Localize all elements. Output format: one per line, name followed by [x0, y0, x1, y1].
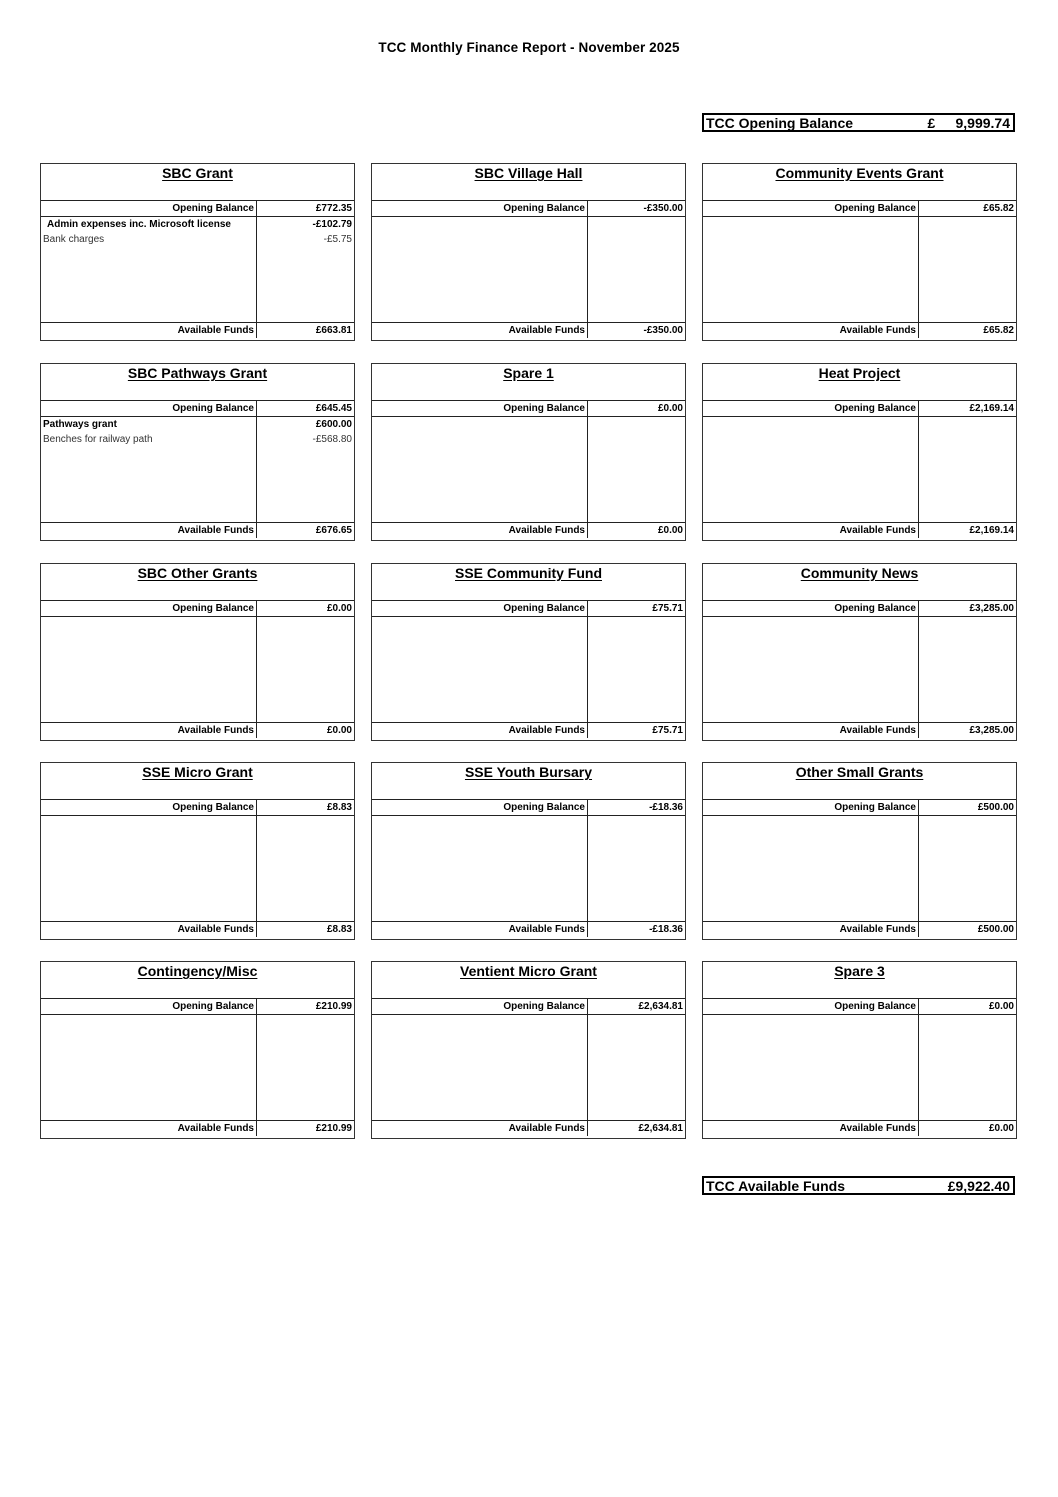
opening-balance-label: Opening Balance [372, 401, 588, 416]
fund-panel-header [41, 164, 354, 201]
available-funds-label: Available Funds [703, 1121, 919, 1136]
available-funds-row [703, 323, 1016, 338]
transactions-area [703, 417, 1016, 523]
available-funds-value: £210.99 [315, 1123, 352, 1134]
available-funds-label: Available Funds [372, 1121, 588, 1136]
opening-balance-label: Opening Balance [41, 800, 257, 815]
opening-balance-row [41, 201, 354, 217]
opening-balance-value: £65.82 [983, 203, 1014, 214]
fund-panel-header [372, 564, 685, 601]
fund-panel-header [41, 364, 354, 401]
transactions-area [703, 617, 1016, 723]
available-funds-row [372, 523, 685, 538]
opening-balance-row [703, 201, 1016, 217]
transaction-description: Admin expenses inc. Microsoft license [47, 219, 231, 230]
opening-balance-row [372, 201, 685, 217]
opening-balance-value: £2,169.14 [969, 403, 1014, 414]
transaction-amounts [919, 816, 1016, 921]
opening-balance-value: -£350.00 [643, 203, 683, 214]
transaction-descriptions [703, 217, 919, 322]
opening-balance-value: £8.83 [326, 802, 352, 813]
transaction-amounts [257, 617, 354, 722]
transaction-amounts [257, 217, 354, 322]
available-funds-label: Available Funds [372, 523, 588, 538]
fund-panel [40, 961, 355, 1139]
opening-balance-value: £500.00 [977, 802, 1014, 813]
transaction-descriptions [703, 1015, 919, 1120]
transaction-descriptions [41, 617, 257, 722]
fund-panel-header [372, 164, 685, 201]
fund-panel [702, 762, 1017, 940]
fund-panel [371, 163, 686, 341]
available-funds-value: £2,634.81 [638, 1123, 683, 1134]
fund-panel-header [41, 962, 354, 999]
available-funds-row [372, 323, 685, 338]
transactions-area [703, 1015, 1016, 1121]
opening-balance-label: Opening Balance [41, 999, 257, 1014]
tcc-available-funds-value: £9,922.40 [947, 1177, 1010, 1194]
available-funds-row [41, 523, 354, 538]
transactions-area [372, 617, 685, 723]
transaction-descriptions [703, 417, 919, 522]
tcc-opening-balance-value: 9,999.74 [955, 114, 1010, 131]
opening-balance-row [372, 601, 685, 617]
transaction-descriptions [703, 816, 919, 921]
available-funds-label: Available Funds [372, 723, 588, 738]
transactions-area [703, 816, 1016, 922]
opening-balance-row [372, 999, 685, 1015]
fund-name: Community Events Grant [775, 165, 944, 181]
transactions-area [372, 1015, 685, 1121]
transactions-area [41, 217, 354, 323]
available-funds-label: Available Funds [41, 323, 257, 338]
opening-balance-row [703, 601, 1016, 617]
fund-name: SBC Grant [162, 165, 233, 181]
available-funds-label: Available Funds [703, 323, 919, 338]
available-funds-label: Available Funds [41, 523, 257, 538]
fund-name: SSE Community Fund [455, 565, 602, 581]
transactions-area [41, 617, 354, 723]
opening-balance-value: £2,634.81 [638, 1001, 683, 1012]
transaction-amounts [919, 617, 1016, 722]
opening-balance-row [703, 999, 1016, 1015]
fund-panel [40, 563, 355, 741]
tcc-available-funds-label: TCC Available Funds [706, 1177, 845, 1194]
fund-name: SBC Other Grants [137, 565, 258, 581]
opening-balance-value: £75.71 [652, 603, 683, 614]
fund-panel-header [41, 564, 354, 601]
opening-balance-row [41, 999, 354, 1015]
opening-balance-value: £0.00 [326, 603, 352, 614]
opening-balance-row [41, 401, 354, 417]
transaction-amounts [257, 816, 354, 921]
fund-name: SBC Pathways Grant [127, 365, 268, 381]
available-funds-row [372, 723, 685, 738]
available-funds-row [41, 323, 354, 338]
transaction-amounts [257, 417, 354, 522]
fund-name: Spare 1 [503, 365, 554, 381]
fund-panel-header [703, 164, 1016, 201]
tcc-opening-balance-label: TCC Opening Balance [706, 114, 854, 131]
available-funds-value: -£18.36 [649, 924, 683, 935]
fund-name: SBC Village Hall [474, 165, 583, 181]
transaction-descriptions [372, 816, 588, 921]
transaction-description: Benches for railway path [43, 434, 153, 445]
available-funds-row [703, 1121, 1016, 1136]
available-funds-value: £65.82 [983, 325, 1014, 336]
transaction-amounts [919, 417, 1016, 522]
fund-panel-header [703, 962, 1016, 999]
opening-balance-label: Opening Balance [41, 601, 257, 616]
transaction-amounts [588, 816, 685, 921]
opening-balance-label: Opening Balance [703, 601, 919, 616]
available-funds-row [703, 523, 1016, 538]
transaction-description: Bank charges [43, 234, 105, 245]
fund-name: Ventient Micro Grant [460, 963, 597, 979]
fund-panel-header [372, 364, 685, 401]
transaction-amount: £600.00 [315, 419, 352, 430]
transactions-area [41, 816, 354, 922]
available-funds-row [41, 723, 354, 738]
transaction-descriptions [41, 1015, 257, 1120]
available-funds-row [41, 922, 354, 937]
transactions-area [41, 417, 354, 523]
transaction-amount: -£102.79 [312, 219, 352, 230]
opening-balance-label: Opening Balance [372, 800, 588, 815]
available-funds-row [703, 723, 1016, 738]
available-funds-value: £663.81 [315, 325, 352, 336]
transactions-area [703, 217, 1016, 323]
available-funds-label: Available Funds [41, 1121, 257, 1136]
available-funds-value: £0.00 [988, 1123, 1014, 1134]
available-funds-value: £0.00 [326, 725, 352, 736]
available-funds-value: £500.00 [977, 924, 1014, 935]
available-funds-value: £8.83 [326, 924, 352, 935]
transaction-descriptions [372, 417, 588, 522]
available-funds-value: £3,285.00 [969, 725, 1014, 736]
opening-balance-row [372, 800, 685, 816]
opening-balance-value: £645.45 [315, 403, 352, 414]
transaction-amounts [919, 217, 1016, 322]
opening-balance-label: Opening Balance [703, 800, 919, 815]
opening-balance-row [41, 601, 354, 617]
fund-panel [371, 762, 686, 940]
fund-panel-header [372, 962, 685, 999]
tcc-opening-balance [702, 113, 1015, 132]
transactions-area [41, 1015, 354, 1121]
opening-balance-value: £772.35 [315, 203, 352, 214]
transactions-area [372, 417, 685, 523]
opening-balance-value: £210.99 [315, 1001, 352, 1012]
opening-balance-value: -£18.36 [649, 802, 683, 813]
fund-name: SSE Micro Grant [142, 764, 253, 780]
fund-panel [371, 563, 686, 741]
fund-name: Contingency/Misc [137, 963, 258, 979]
opening-balance-row [703, 800, 1016, 816]
opening-balance-row [703, 401, 1016, 417]
available-funds-value: £676.65 [315, 525, 352, 536]
available-funds-row [372, 922, 685, 937]
fund-panel [40, 163, 355, 341]
opening-balance-label: Opening Balance [703, 201, 919, 216]
opening-balance-label: Opening Balance [41, 201, 257, 216]
transaction-descriptions [372, 217, 588, 322]
transaction-amounts [588, 617, 685, 722]
opening-balance-label: Opening Balance [703, 401, 919, 416]
fund-panel-header [41, 763, 354, 800]
transactions-area [372, 217, 685, 323]
available-funds-label: Available Funds [703, 922, 919, 937]
available-funds-label: Available Funds [372, 323, 588, 338]
opening-balance-value: £0.00 [657, 403, 683, 414]
fund-panel [702, 563, 1017, 741]
opening-balance-label: Opening Balance [703, 999, 919, 1014]
tcc-available-funds [702, 1176, 1015, 1195]
transaction-amounts [588, 217, 685, 322]
opening-balance-label: Opening Balance [372, 999, 588, 1014]
transaction-descriptions [372, 617, 588, 722]
opening-balance-value: £3,285.00 [969, 603, 1014, 614]
fund-panel-header [703, 364, 1016, 401]
available-funds-row [372, 1121, 685, 1136]
available-funds-value: £75.71 [652, 725, 683, 736]
transaction-amount: -£568.80 [312, 434, 352, 445]
fund-panel [371, 363, 686, 541]
transaction-descriptions [372, 1015, 588, 1120]
available-funds-value: £0.00 [657, 525, 683, 536]
transaction-amounts [257, 1015, 354, 1120]
opening-balance-label: Opening Balance [372, 201, 588, 216]
fund-name: Spare 3 [834, 963, 885, 979]
transaction-amounts [588, 417, 685, 522]
transactions-area [372, 816, 685, 922]
report-title: TCC Monthly Finance Report - November 2025 [378, 40, 680, 55]
transaction-descriptions [41, 217, 257, 322]
fund-panel [702, 961, 1017, 1139]
available-funds-label: Available Funds [41, 922, 257, 937]
fund-panel [702, 163, 1017, 341]
available-funds-row [41, 1121, 354, 1136]
transaction-descriptions [41, 816, 257, 921]
available-funds-label: Available Funds [41, 723, 257, 738]
fund-panel-header [372, 763, 685, 800]
transaction-description: Pathways grant [43, 419, 117, 430]
transaction-descriptions [703, 617, 919, 722]
available-funds-value: -£350.00 [643, 325, 683, 336]
fund-name: Other Small Grants [795, 764, 924, 780]
transaction-amounts [588, 1015, 685, 1120]
opening-balance-label: Opening Balance [372, 601, 588, 616]
available-funds-row [703, 922, 1016, 937]
transaction-amount: -£5.75 [323, 234, 352, 245]
fund-panel [702, 363, 1017, 541]
opening-balance-value: £0.00 [988, 1001, 1014, 1012]
available-funds-label: Available Funds [703, 723, 919, 738]
fund-panel [40, 363, 355, 541]
transaction-amounts [919, 1015, 1016, 1120]
available-funds-label: Available Funds [703, 523, 919, 538]
fund-panel-header [703, 763, 1016, 800]
fund-name: SSE Youth Bursary [464, 764, 593, 780]
fund-name: Heat Project [818, 365, 901, 381]
opening-balance-row [372, 401, 685, 417]
fund-panel [40, 762, 355, 940]
fund-name: Community News [800, 565, 919, 581]
available-funds-label: Available Funds [372, 922, 588, 937]
available-funds-value: £2,169.14 [969, 525, 1014, 536]
opening-balance-label: Opening Balance [41, 401, 257, 416]
transaction-descriptions [41, 417, 257, 522]
opening-balance-row [41, 800, 354, 816]
currency-symbol: £ [927, 114, 936, 131]
fund-panel [371, 961, 686, 1139]
fund-panel-header [703, 564, 1016, 601]
